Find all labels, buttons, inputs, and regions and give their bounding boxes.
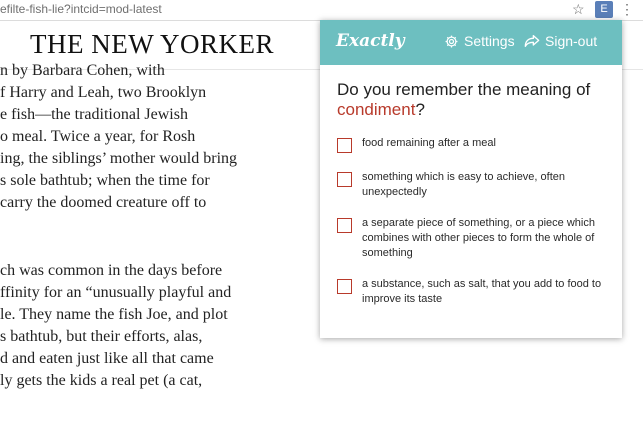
answer-label: a substance, such as salt, that you add to food to improve its taste — [362, 278, 602, 305]
settings-label: Settings — [464, 33, 515, 49]
question-suffix: ? — [415, 100, 425, 119]
quiz-question — [337, 80, 617, 120]
answer-label: something which is easy to achieve, often unexpectedly — [362, 171, 566, 198]
article-paragraph — [0, 260, 231, 392]
article-line: ing, the siblings’ mother would bring — [0, 150, 238, 167]
star-icon[interactable]: ☆ — [572, 1, 585, 17]
article-line: s sole bathtub; when the time for — [0, 172, 210, 189]
article-line: e fish—the traditional Jewish — [0, 106, 188, 123]
article-line: n by Barbara Cohen, with — [0, 62, 165, 79]
popup-header — [320, 20, 622, 65]
share-arrow-icon — [524, 34, 540, 48]
extension-icon[interactable]: E — [595, 1, 613, 18]
answer-option[interactable] — [337, 170, 612, 200]
address-bar-url[interactable]: efilte-fish-lie?intcid=mod-latest — [0, 2, 162, 16]
site-logo[interactable]: THE NEW YORKER — [30, 29, 274, 59]
answer-checkbox[interactable] — [337, 279, 352, 294]
article-line: ch was common in the days before — [0, 262, 223, 279]
article-line: f Harry and Leah, two Brooklyn — [0, 84, 207, 101]
signout-label: Sign-out — [545, 33, 598, 49]
article-line: le. They name the fish Joe, and plot — [0, 306, 228, 323]
answer-option[interactable] — [337, 277, 612, 307]
answer-checkbox[interactable] — [337, 218, 352, 233]
article-paragraph — [0, 60, 237, 214]
question-prefix: Do you remember the meaning of — [337, 80, 591, 99]
article-line: carry the doomed creature off to — [0, 194, 207, 211]
quiz-popup — [320, 20, 622, 338]
answer-option[interactable] — [337, 136, 612, 153]
kebab-menu-icon[interactable]: ⋮ — [620, 1, 634, 17]
article-line: o meal. Twice a year, for Rosh — [0, 128, 196, 145]
answer-label: a separate piece of something, or a piece which combines with other pieces to form the whole of something — [362, 217, 595, 259]
gear-icon — [444, 34, 459, 49]
answer-option[interactable] — [337, 216, 612, 261]
signout-button[interactable] — [524, 33, 597, 49]
browser-toolbar — [0, 0, 643, 21]
answer-checkbox[interactable] — [337, 138, 352, 153]
article-line: d and eaten just like all that came — [0, 350, 214, 367]
article-line: ffinity for an “unusually playful and — [0, 284, 232, 301]
answer-label: food remaining after a meal — [362, 137, 496, 149]
settings-button[interactable] — [444, 33, 515, 49]
article-body — [0, 60, 320, 398]
brand-logo: Exactly — [336, 31, 405, 51]
article-line: s bathtub, but their efforts, alas, — [0, 328, 203, 345]
answer-checkbox[interactable] — [337, 172, 352, 187]
article-line: ly gets the kids a real pet (a cat, — [0, 372, 203, 389]
quiz-keyword: condiment — [337, 100, 416, 119]
